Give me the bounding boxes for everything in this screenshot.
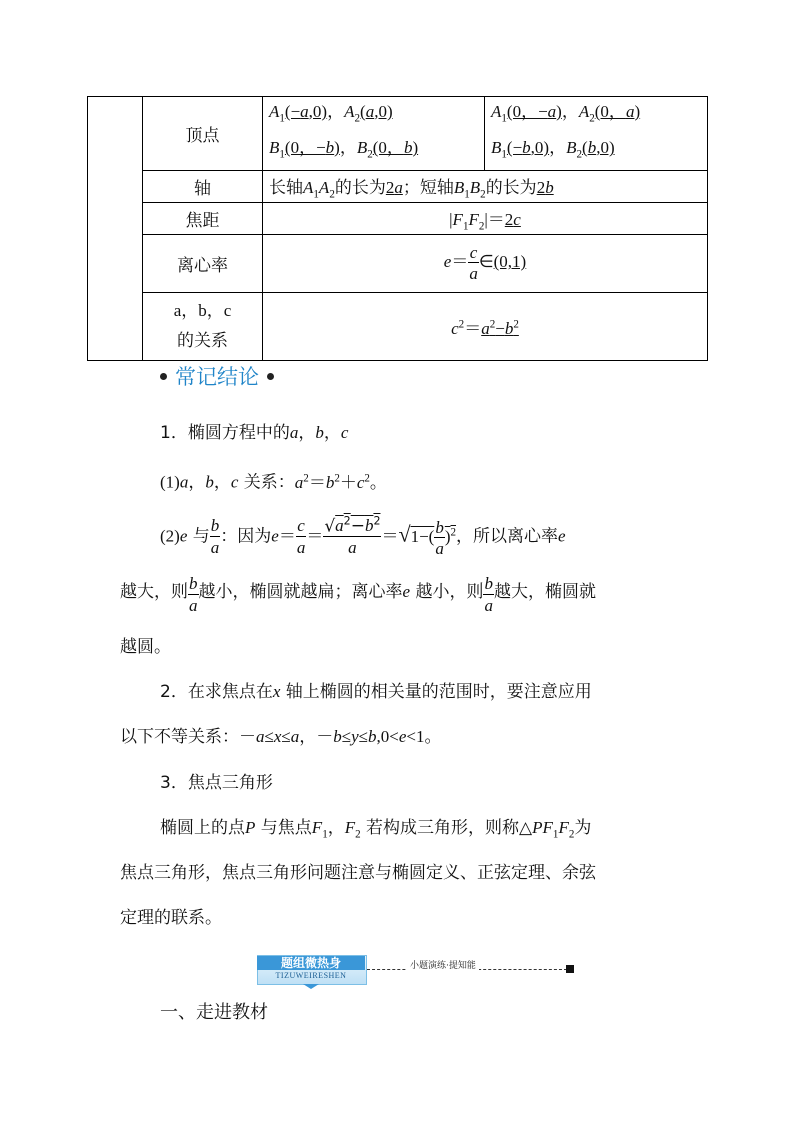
table-blank-cell [88, 97, 143, 361]
relation-formula: $c^2=a^2-b^2$ [263, 292, 708, 360]
bullet-dot-icon [267, 373, 274, 380]
paragraph-triangle-cont: 焦点三角形，焦点三角形问题注意与椭圆定义、正弦定理、余弦 [120, 863, 596, 883]
paragraph-1: 1．椭圆方程中的a，b，c [160, 423, 349, 443]
exercise-banner [257, 955, 575, 987]
paragraph-ratio: (2)e 与 $\frac{b}{a}$ ：因为e＝ $\frac{c}{a}$ ＝ $\frac{√a^2-b^2}{a}$ ＝√1−( $\frac{b}{a}$ )$^2$，所以离心率e [160, 514, 566, 558]
vertex-label: 顶点 [143, 97, 263, 171]
axis-text: 长轴$A_1A_2$的长为2a；短轴$B_1B_2$的长为2b [263, 170, 708, 202]
banner-square-icon [566, 965, 574, 973]
paragraph-ratio-cont: 越大，则 $\frac{b}{a}$ 越小，椭圆就越扁；离心率e 越小，则 $\frac{b}{a}$ 越大，椭圆就 [120, 574, 596, 615]
focal-formula: $|F_1F_2|=2c$ [263, 202, 708, 234]
paragraph-relation: (1)a，b，c 关系：$a^2=b^2+c^2$。 [160, 472, 387, 493]
eccentricity-formula: e＝ $\frac{c}{a}$ ∈(0,1) [263, 234, 708, 292]
vertex-horizontal: $A_1(-a,0)$，$A_2(a,0)$ $B_1(0$，−b)，$B_2(0$，b) [263, 97, 485, 171]
focal-label: 焦距 [143, 202, 263, 234]
banner-right-text: 小题演练·提知能 [407, 958, 479, 971]
paragraph-round: 越圆。 [120, 637, 171, 657]
section-heading [160, 358, 274, 394]
banner-title: 题组微热身 [257, 956, 365, 970]
paragraph-2: 2．在求焦点在x 轴上椭圆的相关量的范围时，要注意应用 [160, 682, 592, 702]
vertex-vertical: $A_1(0$，−a)，$A_2(0$，a) $B_1(-b,0)$，$B_2(b,0)$ [485, 97, 708, 171]
relation-label: a，b，c 的关系 [143, 292, 263, 360]
banner-pointer-icon [303, 984, 319, 989]
paragraph-triangle: 椭圆上的点P 与焦点$F_1$，$F_2$ 若构成三角形，则称$\triangle PF_1F_2$为 [160, 818, 592, 841]
section-title: 常记结论 [175, 365, 259, 389]
banner-subtitle: TIZUWEIRESHEN [275, 971, 347, 980]
paragraph-inequality: 以下不等关系：－a≤x≤a，－b≤y≤b,0<e<1。 [120, 727, 442, 747]
bullet-dot-icon [160, 373, 167, 380]
eccentricity-label: 离心率 [143, 234, 263, 292]
part-heading: 一、走进教材 [160, 1002, 268, 1023]
paragraph-triangle-end: 定理的联系。 [120, 908, 222, 928]
axis-label: 轴 [143, 170, 263, 202]
ellipse-properties-table [87, 96, 708, 361]
paragraph-3: 3．焦点三角形 [160, 773, 273, 793]
